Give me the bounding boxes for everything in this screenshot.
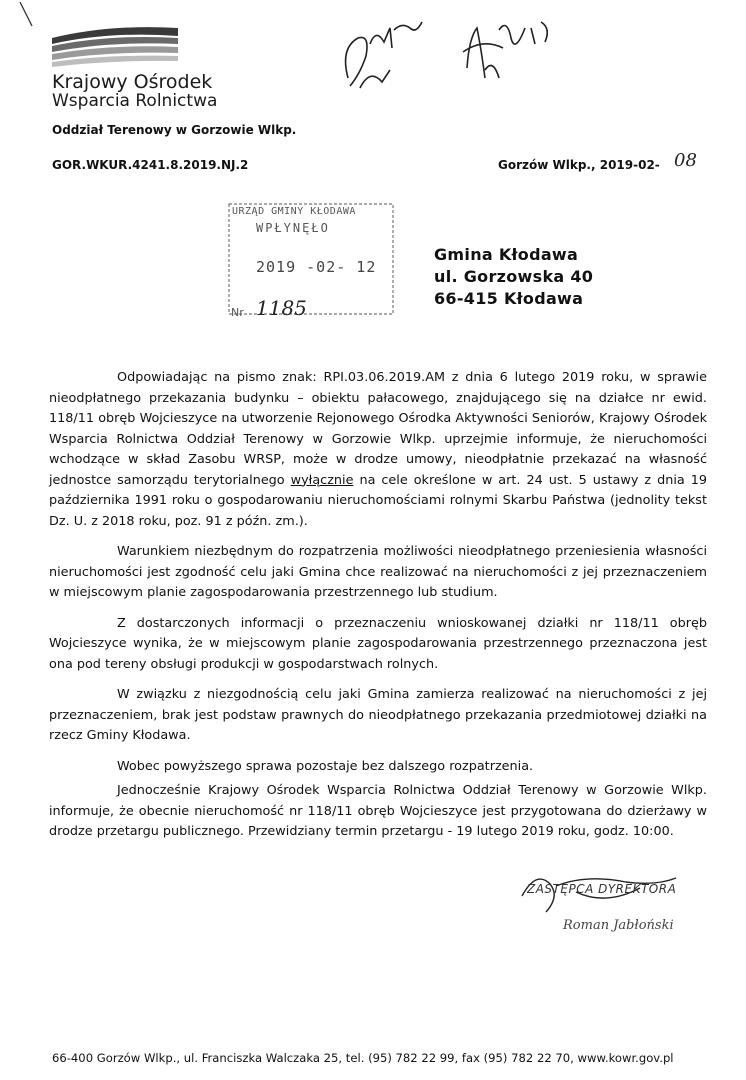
stamp-nr-label: Nr (231, 306, 244, 319)
paragraph-6: Jednocześnie Krajowy Ośrodek Wsparcia Rolnictwa Oddział Terenowy w Gorzowie Wlkp. informuje, że obecnie nieruchomość nr 118/11 obręb Wojcieszyce jest przygotowana do dzierżawy w drodze przetargu publicznego. Przewidziany termin przetargu - 19 lutego 2019 roku, godz. 10:00. (49, 783, 707, 839)
paragraph-1 (49, 368, 707, 532)
stamp-date: 2019 -02- 12 (256, 258, 377, 276)
org-name-line1: Krajowy Ośrodek (52, 71, 213, 93)
letter-body (49, 368, 707, 843)
reference-number: GOR.WKUR.4241.8.2019.NJ.2 (52, 158, 249, 172)
department-name: Oddział Terenowy w Gorzowie Wlkp. (52, 123, 297, 137)
paragraph-2: Warunkiem niezbędnym do rozpatrzenia możliwości nieodpłatnego przeniesienia własności nieruchomości jest zgodność celu jaki Gmina chce realizować na nieruchomości z jej przeznaczeniem w miejscowym planie zagospodarowania przestrzennego lub studium. (49, 544, 707, 600)
underlined-word: wyłącznie (290, 472, 354, 488)
stamp-office-name: URZĄD GMINY KŁODAWA (232, 206, 356, 217)
recipient-city: 66-415 Kłodawa (434, 289, 584, 308)
signatory-title: ZASTĘPCA DYREKTORA (527, 882, 677, 896)
handwritten-annotation (330, 8, 430, 98)
org-name-line2: Wsparcia Rolnictwa (52, 91, 218, 111)
recipient-street: ul. Gorzowska 40 (434, 267, 594, 286)
handwritten-initials (455, 8, 555, 88)
stamp-nr-value: 1185 (256, 296, 307, 320)
letter-date-day: 08 (674, 150, 697, 171)
stamp-received-label: WPŁYNĘŁO (256, 221, 330, 235)
paragraph-5: Wobec powyższego sprawa pozostaje bez dalszego rozpatrzenia. (117, 758, 534, 774)
signatory-name: Roman Jabłoński (563, 918, 674, 933)
recipient-name: Gmina Kłodawa (434, 245, 579, 264)
paragraph-1-rest: na cele określone w art. 24 ust. 5 ustawy z dnia 19 października 1991 roku o gospodarowaniu nieruchomościami rolnymi Skarbu Państwa (jednolity tekst Dz. U. z 2018 roku, poz. 91 z późn. zm.). (49, 472, 707, 529)
footer-contact: 66-400 Gorzów Wlkp., ul. Franciszka Walczaka 25, tel. (95) 782 22 99, fax (95) 782 22 70, www.kowr.gov.pl (52, 1051, 674, 1065)
paragraph-1-text: Odpowiadając na pismo znak: RPI.03.06.2019.AM z dnia 6 lutego 2019 roku, w sprawie nieodpłatnego przekazania budynku – obiektu pałacowego, znajdującego się na działce nr ewid. 118/11 obręb Wojcieszyce na utworzenie Rejonowego Ośrodka Aktywności Seniorów, Krajowy Ośrodek Wsparcia Rolnictwa Oddział Terenowy w Gorzowie Wlkp. uprzejmie informuje, że nieruchomości wchodzące w skład Zasobu WRSP, może w drodze umowy, nieodpłatnie przekazać na własność jednostce samorządu terytorialnego (49, 370, 707, 488)
corner-mark (18, 0, 38, 30)
letter-date: Gorzów Wlkp., 2019-02- (498, 158, 660, 172)
paragraph-3: Z dostarczonych informacji o przeznaczeniu wnioskowanej działki nr 118/11 obręb Wojcieszyce wynika, że w miejscowym planie zagospodarowania przestrzennego przeznaczona jest ona pod tereny obsługi produkcji w gospodarstwach rolnych. (49, 615, 707, 672)
paragraph-4: W związku z niezgodnością celu jaki Gmina zamierza realizować na nieruchomości z jej przeznaczeniem, brak jest podstaw prawnych do nieodpłatnego przekazania przedmiotowej działki na rzecz Gminy Kłodawa. (49, 687, 707, 743)
